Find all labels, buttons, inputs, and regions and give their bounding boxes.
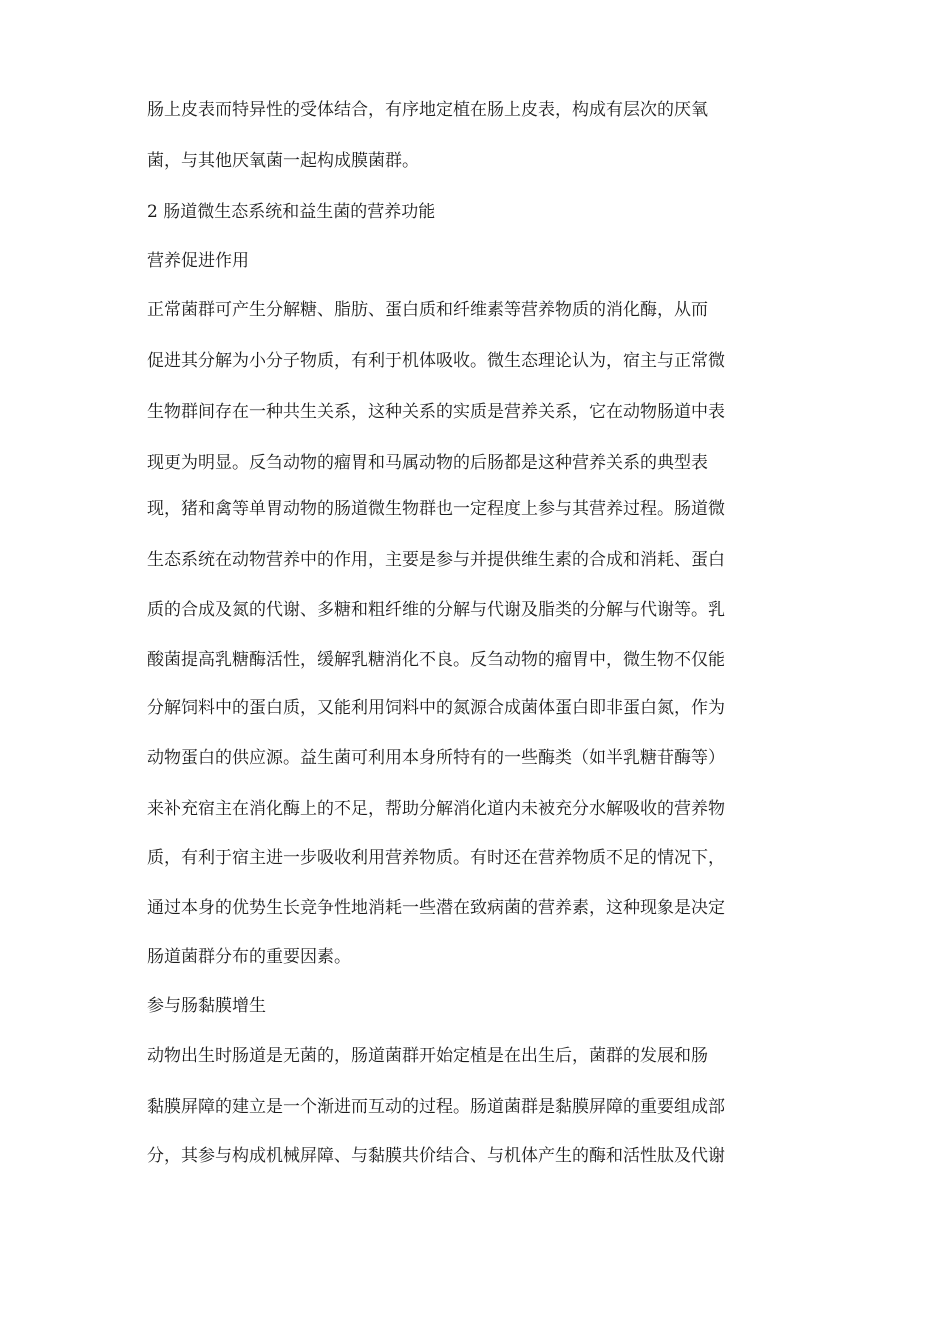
paragraph-line: 生态系统在动物营养中的作用，主要是参与并提供维生素的合成和消耗、蛋白 <box>147 550 725 570</box>
paragraph-line: 菌，与其他厌氧菌一起构成膜菌群。 <box>147 151 419 171</box>
paragraph-line: 分，其参与构成机械屏障、与黏膜共价结合、与机体产生的酶和活性肽及代谢 <box>147 1146 725 1166</box>
paragraph-line: 分解饲料中的蛋白质，又能利用饲料中的氮源合成菌体蛋白即非蛋白氮，作为 <box>147 698 725 718</box>
paragraph-line: 动物蛋白的供应源。益生菌可利用本身所特有的一些酶类（如半乳糖苷酶等） <box>147 748 725 768</box>
paragraph-line: 动物出生时肠道是无菌的，肠道菌群开始定植是在出生后，菌群的发展和肠 <box>147 1046 708 1066</box>
paragraph-line: 促进其分解为小分子物质，有利于机体吸收。微生态理论认为，宿主与正常微 <box>147 351 725 371</box>
paragraph-line: 现更为明显。反刍动物的瘤胃和马属动物的后肠都是这种营养关系的典型表 <box>147 453 708 473</box>
paragraph-line: 质，有利于宿主进一步吸收利用营养物质。有时还在营养物质不足的情况下， <box>147 848 725 868</box>
subsection-title: 营养促进作用 <box>147 251 249 271</box>
paragraph-line: 酸菌提高乳糖酶活性，缓解乳糖消化不良。反刍动物的瘤胃中，微生物不仅能 <box>147 650 725 670</box>
paragraph-line: 通过本身的优势生长竞争性地消耗一些潜在致病菌的营养素，这种现象是决定 <box>147 898 725 918</box>
paragraph-line: 黏膜屏障的建立是一个渐进而互动的过程。肠道菌群是黏膜屏障的重要组成部 <box>147 1097 725 1117</box>
section-title: 2 肠道微生态系统和益生菌的营养功能 <box>147 202 436 222</box>
paragraph-line: 肠上皮表而特异性的受体结合，有序地定植在肠上皮表，构成有层次的厌氧 <box>147 100 708 120</box>
paragraph-line: 现，猪和禽等单胃动物的肠道微生物群也一定程度上参与其营养过程。肠道微 <box>147 499 725 519</box>
paragraph-line: 质的合成及氮的代谢、多糖和粗纤维的分解与代谢及脂类的分解与代谢等。乳 <box>147 600 725 620</box>
paragraph-line: 来补充宿主在消化酶上的不足，帮助分解消化道内未被充分水解吸收的营养物 <box>147 799 725 819</box>
subsection-title: 参与肠黏膜增生 <box>147 996 266 1016</box>
paragraph-line: 正常菌群可产生分解糖、脂肪、蛋白质和纤维素等营养物质的消化酶，从而 <box>147 300 708 320</box>
paragraph-line: 生物群间存在一种共生关系，这种关系的实质是营养关系，它在动物肠道中表 <box>147 402 725 422</box>
paragraph-line: 肠道菌群分布的重要因素。 <box>147 947 351 967</box>
